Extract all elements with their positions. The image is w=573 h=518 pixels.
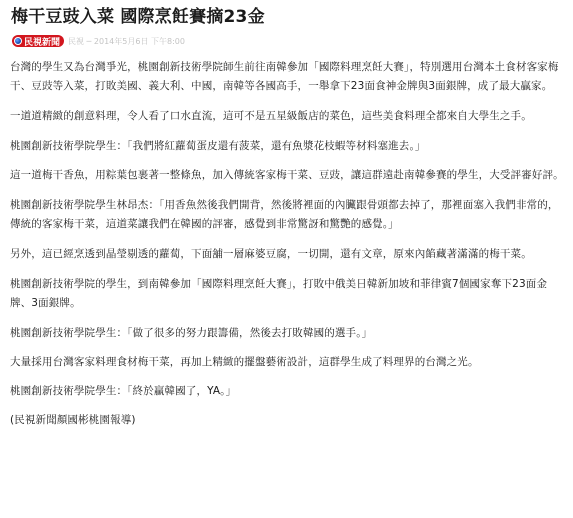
paragraph: 台灣的學生又為台灣爭光，桃園創新技術學院師生前往南韓參加「國際料理烹飪大賽」，特別選用台灣本土食材客家梅干、豆豉等入菜，打敗美國、義大利、中國，南韓等各國高手，一舉拿下23面食神金牌與3面銀牌，成了最大贏家。	[10, 61, 559, 92]
byline: 民視 ─ 2014年5月6日 下午8:00	[68, 36, 185, 46]
source-logo-text: 民視新聞	[24, 37, 61, 48]
paragraph: 另外，這已經烹透到晶瑩剔透的蘿蔔，下面舖一層麻婆豆腐，一切開，還有文章，原來內餡藏著滿滿的梅干菜。	[10, 248, 532, 260]
reporter-credit: (民視新聞顏國彬桃園報導)	[10, 414, 136, 426]
paragraph: 桃園創新技術學院的學生，到南韓參加「國際料理烹飪大賽」，打敗中俄美日韓新加坡和菲律賓7個國家奪下23面金牌、3面銀牌。	[10, 278, 548, 309]
paragraph: 這一道梅干香魚，用粽葉包裹著一整條魚，加入傳統客家梅干菜、豆豉，讓這群遠赴南韓參賽的學生，大受評審好評。	[10, 169, 564, 181]
article-body	[10, 58, 564, 430]
quote-paragraph: 桃園創新技術學院學生：「做了很多的努力跟籌備，然後去打敗韓國的選手。」	[10, 327, 373, 339]
quote-paragraph: 桃園創新技術學院學生：「終於贏韓國了，YA。」	[10, 385, 237, 397]
source-logo	[12, 35, 64, 47]
headline: 梅干豆豉入菜 國際烹飪賽摘23金	[11, 7, 265, 27]
quote-paragraph: 桃園創新技術學院學生：「我們將紅蘿蔔蛋皮還有菠菜，還有魚漿花枝蝦等材料塞進去。」	[10, 140, 426, 152]
quote-paragraph: 桃園創新技術學院學生林昂杰：「用香魚然後我們開背，然後將裡面的內臟跟骨頭都去掉了，那裡面塞入我們非常的，傳統的客家梅干菜，這道菜讓我們在韓國的評審，感覺到非常驚訝和驚艷的感覺。」	[10, 199, 559, 230]
paragraph: 大量採用台灣客家料理食材梅干菜，再加上精緻的擺盤藝術設計，這群學生成了料理界的台灣之光。	[10, 356, 479, 368]
byline-row	[12, 34, 564, 48]
globe-icon	[14, 37, 22, 45]
paragraph: 一道道精緻的創意料理，令人看了口水直流，這可不是五星級飯店的菜色，這些美食料理全都來自大學生之手。	[10, 110, 532, 122]
